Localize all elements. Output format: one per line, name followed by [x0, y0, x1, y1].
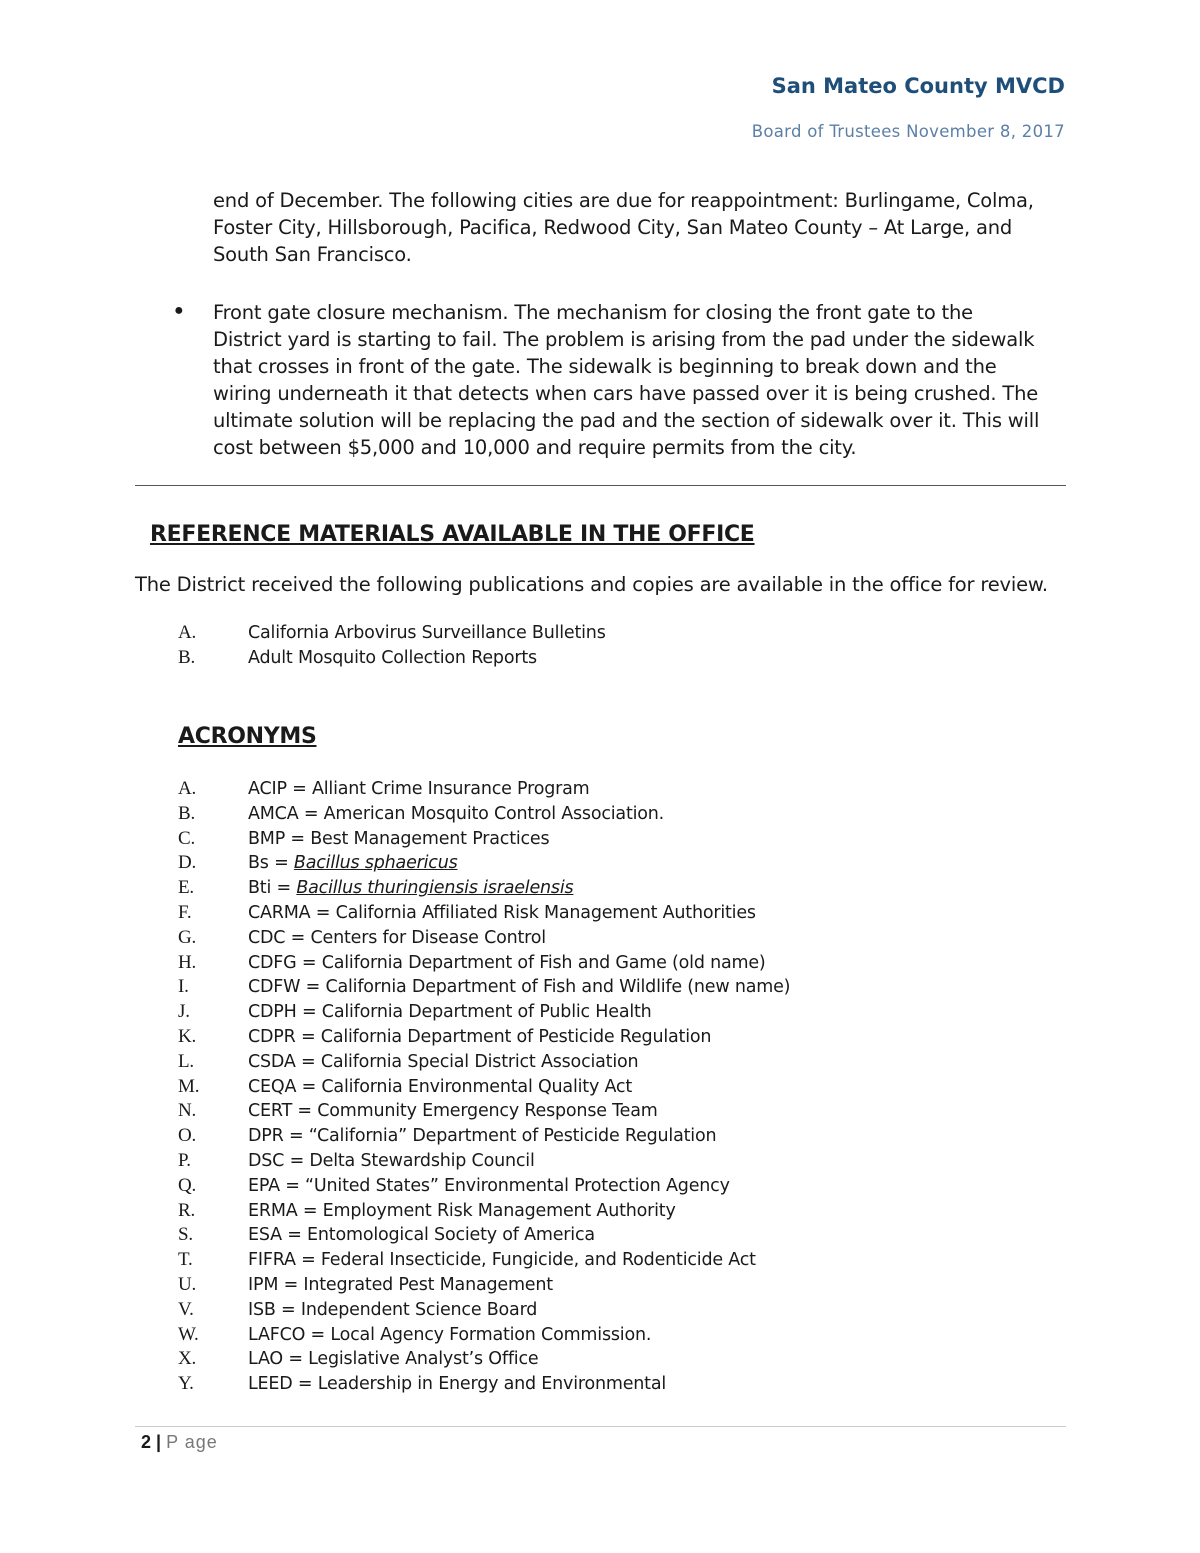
acronym-item: [178, 1124, 790, 1149]
acronym-definition: ACIP = Alliant Crime Insurance Program: [248, 779, 590, 799]
acronym-item: [178, 802, 790, 827]
acronym-item: [178, 1025, 790, 1050]
acronym-item: [178, 1372, 790, 1397]
acronym-text: [248, 926, 546, 951]
acronym-text: [248, 1025, 711, 1050]
acronym-text: [248, 1149, 535, 1174]
acronym-definition: ISB = Independent Science Board: [248, 1299, 538, 1320]
acronym-definition: CDC = Centers for Disease Control: [248, 927, 546, 948]
acronym-item: [178, 951, 790, 976]
acronym-list: [178, 777, 790, 1397]
acronym-text: [248, 827, 549, 852]
acronym-item: [178, 1323, 790, 1348]
acronym-definition: CDPH = California Department of Public Health: [248, 1002, 652, 1023]
acronym-text: [248, 901, 756, 926]
bullet-icon: ●: [174, 302, 184, 319]
acronym-item: [178, 1075, 790, 1100]
acronym-definition: CDPR = California Department of Pesticide Regulation: [248, 1026, 712, 1047]
acronym-text: [248, 1323, 651, 1348]
list-item-letter: B.: [178, 646, 196, 668]
acronym-item: [178, 1248, 790, 1273]
acronym-definition: Bti =: [248, 878, 297, 899]
acronym-definition: CDFG = California Department of Fish and Game (old name): [248, 952, 766, 973]
acronym-letter: D.: [178, 852, 197, 874]
acronym-definition: LEED = Leadership in Energy and Environmental: [248, 1374, 667, 1395]
acronym-item: [178, 901, 790, 926]
acronym-definition: IPM = Integrated Pest Management: [248, 1274, 553, 1295]
acronym-item: [178, 876, 790, 901]
acronym-letter: A.: [178, 778, 197, 799]
acronym-letter: P.: [178, 1149, 191, 1171]
acronym-letter: L.: [178, 1050, 194, 1072]
acronym-letter: E.: [178, 877, 194, 899]
acronym-definition: Bs =: [248, 853, 294, 874]
acronym-item: [178, 1223, 790, 1248]
acronym-letter: G.: [178, 926, 197, 948]
acronym-letter: U.: [178, 1273, 197, 1295]
acronym-letter: R.: [178, 1199, 196, 1221]
acronym-text: [248, 951, 766, 976]
acronym-text: [248, 1273, 553, 1298]
acronym-definition: ERMA = Employment Risk Management Authority: [248, 1200, 676, 1221]
acronym-definition: EPA = “United States” Environmental Protection Agency: [248, 1175, 730, 1196]
acronym-item: [178, 1000, 790, 1025]
acronym-item: [178, 1298, 790, 1323]
acronym-text: [248, 1372, 666, 1397]
acronym-text: [248, 1099, 658, 1124]
acronym-letter: O.: [178, 1125, 197, 1147]
document-meeting-date: Board of Trustees November 8, 2017: [751, 122, 1065, 141]
acronym-text: [248, 1124, 716, 1149]
acronym-text: [248, 1248, 756, 1273]
acronym-letter: W.: [178, 1323, 199, 1345]
acronym-definition: BMP = Best Management Practices: [248, 828, 550, 849]
acronym-text: [248, 975, 790, 1000]
document-organization: San Mateo County MVCD: [771, 74, 1065, 98]
acronym-definition: AMCA = American Mosquito Control Association.: [248, 803, 665, 824]
acronym-text: [248, 851, 458, 876]
acronym-letter: V.: [178, 1298, 194, 1320]
acronym-letter: C.: [178, 827, 196, 849]
footer-divider: [135, 1426, 1066, 1427]
reference-intro: The District received the following publications and copies are available in the office for review.: [135, 573, 1048, 596]
acronym-letter: K.: [178, 1025, 197, 1047]
acronym-item: [178, 827, 790, 852]
acronym-item: [178, 851, 790, 876]
front-gate-paragraph: Front gate closure mechanism. The mechanism for closing the front gate to the District yard is starting to fail. The problem is arising from the pad under the sidewalk that crosses in front of the gate. The sidewalk is beginning to break down and the wiring underneath it that detects when cars have passed over it is being crushed. The ultimate solution will be replacing the pad and the section of sidewalk over it. This will cost between $5,000 and 10,000 and require permits from the city.: [213, 301, 1040, 459]
footer-separator: |: [156, 1432, 162, 1452]
acronym-item: [178, 1149, 790, 1174]
acronym-item: [178, 1050, 790, 1075]
acronym-text: [248, 1075, 632, 1100]
acronym-definition: DPR = “California” Department of Pesticide Regulation: [248, 1126, 717, 1147]
page-label: P age: [166, 1432, 218, 1452]
acronym-item: [178, 926, 790, 951]
acronym-letter: Y.: [178, 1373, 194, 1395]
acronym-text: [248, 777, 590, 802]
list-item-text: Adult Mosquito Collection Reports: [248, 647, 537, 668]
reference-heading: REFERENCE MATERIALS AVAILABLE IN THE OFFICE: [150, 522, 755, 547]
acronym-item: [178, 975, 790, 1000]
continuation-paragraph: end of December. The following cities are due for reappointment: Burlingame, Colma, Foster City, Hillsborough, Pacifica, Redwood City, San Mateo County – At Large, and South San Francisco.: [213, 189, 1034, 266]
acronym-text: [248, 1298, 537, 1323]
acronym-definition: CEQA = California Environmental Quality Act: [248, 1076, 633, 1097]
page-number: 2: [141, 1432, 152, 1452]
scientific-name: Bacillus thuringiensis israelensis: [296, 878, 574, 899]
acronym-letter: M.: [178, 1075, 200, 1097]
acronym-letter: H.: [178, 951, 197, 973]
acronym-item: [178, 1199, 790, 1224]
acronym-letter: S.: [178, 1224, 193, 1246]
acronym-text: [248, 1174, 730, 1199]
acronym-letter: J.: [178, 1001, 190, 1023]
acronym-definition: FIFRA = Federal Insecticide, Fungicide, and Rodenticide Act: [248, 1250, 756, 1271]
list-item-text: California Arbovirus Surveillance Bulletins: [248, 623, 606, 643]
acronym-letter: F.: [178, 901, 192, 923]
acronym-definition: ESA = Entomological Society of America: [248, 1225, 595, 1246]
acronym-definition: CARMA = California Affiliated Risk Management Authorities: [248, 902, 756, 923]
acronym-text: [248, 1050, 638, 1075]
acronym-definition: LAO = Legislative Analyst’s Office: [248, 1349, 539, 1370]
acronym-letter: B.: [178, 802, 196, 824]
list-item: [178, 646, 606, 671]
acronym-text: [248, 1000, 652, 1025]
acronyms-heading: ACRONYMS: [178, 724, 317, 749]
acronym-definition: CDFW = California Department of Fish and Wildlife (new name): [248, 977, 791, 998]
scientific-name: Bacillus sphaericus: [293, 853, 458, 874]
acronym-definition: LAFCO = Local Agency Formation Commission.: [248, 1324, 652, 1345]
acronym-text: [248, 1199, 676, 1224]
acronym-letter: N.: [178, 1100, 197, 1122]
acronym-item: [178, 1174, 790, 1199]
list-item: [178, 621, 606, 646]
acronym-definition: CERT = Community Emergency Response Team: [248, 1101, 658, 1122]
acronym-item: [178, 1273, 790, 1298]
acronym-definition: DSC = Delta Stewardship Council: [248, 1150, 535, 1171]
acronym-text: [248, 1223, 595, 1248]
section-divider: [135, 485, 1066, 486]
reference-list: [178, 621, 606, 671]
acronym-letter: T.: [178, 1249, 193, 1271]
acronym-text: [248, 1347, 538, 1372]
acronym-item: [178, 777, 790, 802]
page-footer: [141, 1432, 218, 1453]
acronym-letter: Q.: [178, 1174, 197, 1196]
acronym-letter: I.: [178, 976, 189, 998]
acronym-item: [178, 1347, 790, 1372]
acronym-text: [248, 876, 573, 901]
acronym-text: [248, 802, 664, 827]
acronym-letter: X.: [178, 1348, 197, 1370]
acronym-item: [178, 1099, 790, 1124]
list-item-letter: A.: [178, 622, 197, 643]
acronym-definition: CSDA = California Special District Association: [248, 1051, 639, 1072]
